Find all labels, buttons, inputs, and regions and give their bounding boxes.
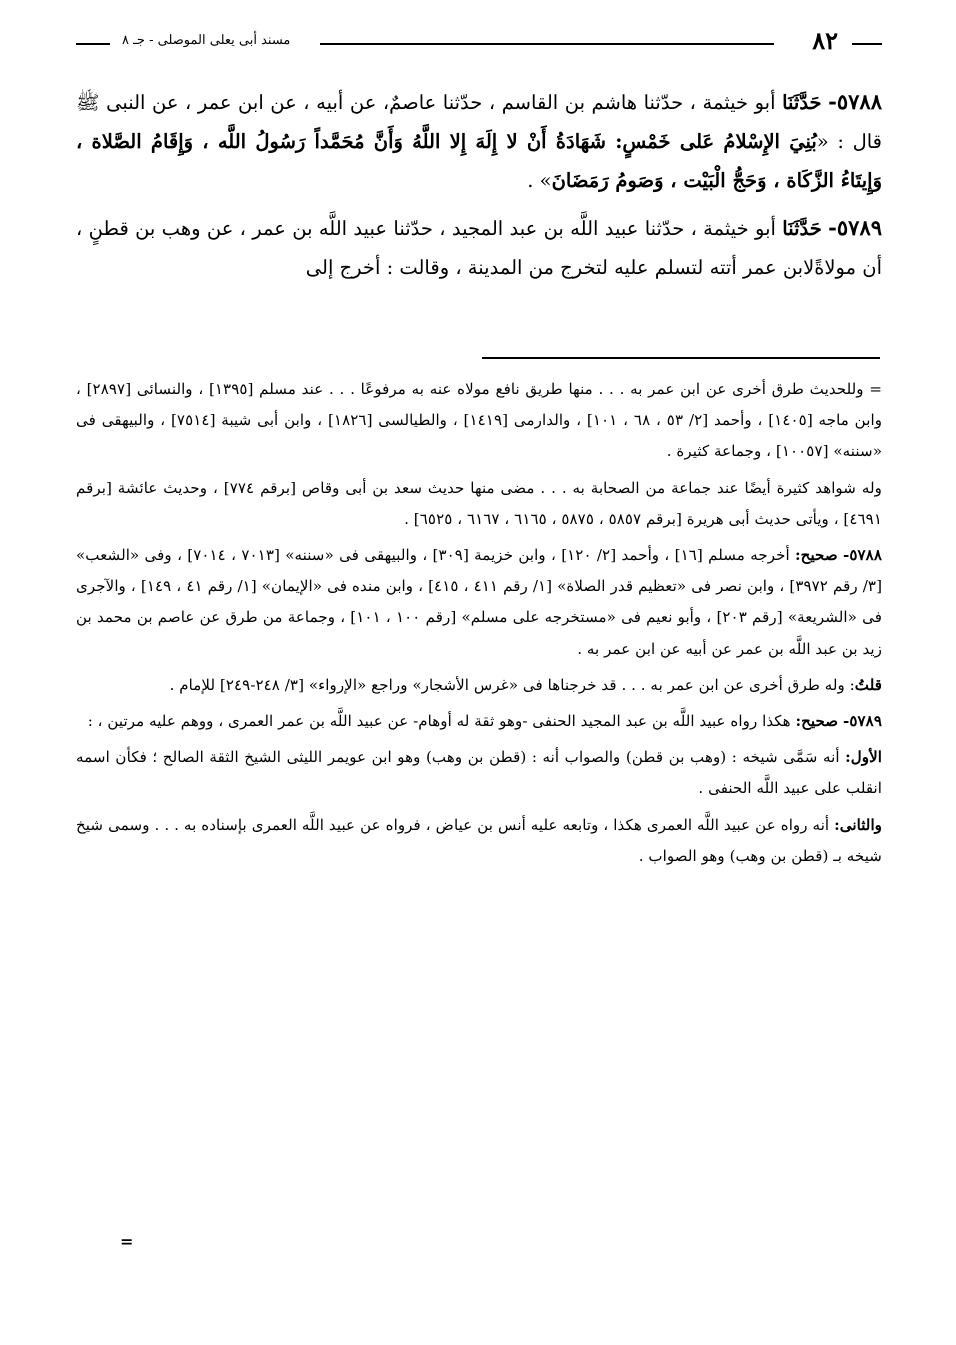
- remark-label: قلتُ: [854, 675, 882, 694]
- running-title: مسند أبى يعلى الموصلى - جـ ٨: [122, 33, 291, 48]
- continuation-mark: =: [120, 1232, 134, 1251]
- footnote-paragraph: وله شواهد كثيرة أيضًا عند جماعة من الصحابة به . . . مضى منها حديث سعد بن أبى وقاص [برقم ٧٧٤] ، وحديث عائشة [برقم ٤٦٩١] ، ويأتى حديث أبى هريرة [برقم ٥٨٥٧ ، ٥٨٧٥ ، ٦١٦٥ ، ٦١٦٧ ، ٦٥٢٥] .: [76, 478, 882, 528]
- footnote-text: : وله طرق أخرى عن ابن عمر به . . . قد خرجناها فى «غرس الأشجار» وراجع «الإرواء» [٣/ ٢٤٨-٢٤٩] للإمام .: [169, 675, 855, 694]
- footnote-number: ٥٧٨٨-: [843, 546, 882, 565]
- main-text: [76, 82, 882, 295]
- footnote-number: ٥٧٨٩-: [843, 712, 882, 731]
- hadith-number: ٥٧٨٩-: [828, 215, 883, 240]
- point-label: والثانى:: [834, 815, 882, 834]
- point-label: الأول:: [845, 748, 882, 767]
- footnote-text: أنه سَمَّى شيخه : (وهب بن قطن) والصواب أنه : (قطن بن وهب) وهو ابن عويمر الليثى الشيخ الثقة الصالح ؛ فكأن اسمه انقلب على عبيد اللَّه الحنفى .: [76, 748, 882, 798]
- hadith-5789: [76, 208, 882, 287]
- header-rule: [320, 43, 774, 45]
- page-header: [76, 26, 882, 56]
- hadith-number: ٥٧٨٨-: [828, 89, 882, 114]
- grading-label: صحيح:: [795, 712, 839, 731]
- narration-keyword: حَدَّثَنَا: [782, 217, 822, 240]
- footnote-paragraph: = وللحديث طرق أخرى عن ابن عمر به . . . منها طريق نافع مولاه عنه به مرفوعًا . . . عند مسلم [١٣٩٥] ، والنسائى [٢٨٩٧] ، وابن ماجه [١٤٠٥] ، وأحمد [٢/ ٥٣ ، ٦٨ ، ١٠١] ، والدارمى [١٤١٩] ، والطيالسى [١٨٢٦] ، وابن أبى شيبة [٧٥١٤] ، والبيهقى فى «سننه» [١٠٠٥٧] ، وجماعة كثيرة .: [76, 380, 883, 461]
- narration-keyword: حَدَّثَنَا: [782, 91, 822, 114]
- footnote-remark: [76, 670, 882, 701]
- footnote-second-point: [76, 810, 882, 872]
- footnote-5788: [76, 540, 882, 665]
- hadith-closing: » .: [527, 169, 552, 192]
- hadith-5788: [76, 82, 882, 200]
- footnote-separator: [482, 357, 880, 359]
- grading-label: صحيح:: [795, 546, 838, 565]
- footnote-first-point: [76, 742, 882, 804]
- footnote-text: أخرجه مسلم [١٦] ، وأحمد [٢/ ١٢٠] ، وابن خزيمة [٣٠٩] ، والبيهقى فى «سننه» [٧٠١٣ ، ٧٠١٤] ، وفى «الشعب» [٣/ رقم ٣٩٧٢] ، وابن نصر فى «تعظيم قدر الصلاة» [١/ رقم ٤١١ ، ٤١٥] ، وابن منده فى «الإيمان» [١/ رقم ٤١ ، ١٤٩] ، والآجرى فى «الشريعة» [رقم ٢٠٣] ، وأبو نعيم فى «مستخرجه على مسلم» [رقم ١٠٠ ، ١٠١] ، وجماعة من طرق عن عاصم بن محمد بن زيد بن عبد اللَّه بن عمر عن أبيه عن ابن عمر به .: [76, 546, 882, 658]
- page-number: ٨٢: [812, 26, 838, 55]
- header-dash-right: [852, 43, 882, 45]
- footnote-text: هكذا رواه عبيد اللَّه بن عبد المجيد الحنفى -وهو ثقة له أوهام- عن عبيد اللَّه بن عمر العمرى ، ووهم عليه مرتين ، :: [87, 712, 796, 731]
- header-dash-left: [76, 43, 110, 45]
- hadith-text: بُنِيَ الإِسْلامُ عَلى خَمْسٍ: شَهَادَةُ أَنْ لا إِلَهَ إِلا اللَّهُ وَأَنَّ مُحَمَّداً رَسُولُ اللَّه ، وَإِقَامُ الصَّلاة ، وَإِيتَاءُ الزَّكَاة ، وَحَجُّ الْبَيْت ، وَصَومُ رَمَضَانَ: [76, 130, 882, 192]
- footnotes: [76, 374, 882, 877]
- footnote-text: أنه رواه عن عبيد اللَّه العمرى هكذا ، وتابعه عليه أنس بن عياض ، فرواه عن عبيد اللَّه العمرى بإسناده به . . . وسمى شيخ شيخه بـ (قطن بن وهب) وهو الصواب .: [76, 815, 882, 865]
- footnote-5789: [76, 706, 882, 737]
- hadith-text: أبو خيثمة ، حدّثنا عبيد اللَّه بن عبد المجيد ، حدّثنا عبيد اللَّه بن عمر ، عن وهب بن قطنٍ ، أن مولاةًلابن عمر أتته لتسلم عليه لتخرج من المدينة ، وقالت : أخرج إلى: [76, 217, 882, 279]
- isnad-text: أبو خيثمة ، حدّثنا هاشم بن القاسم ، حدّثنا عاصمٌ، عن أبيه ، عن ابن عمر ، عن النبى ﷺ قال : «: [76, 91, 883, 153]
